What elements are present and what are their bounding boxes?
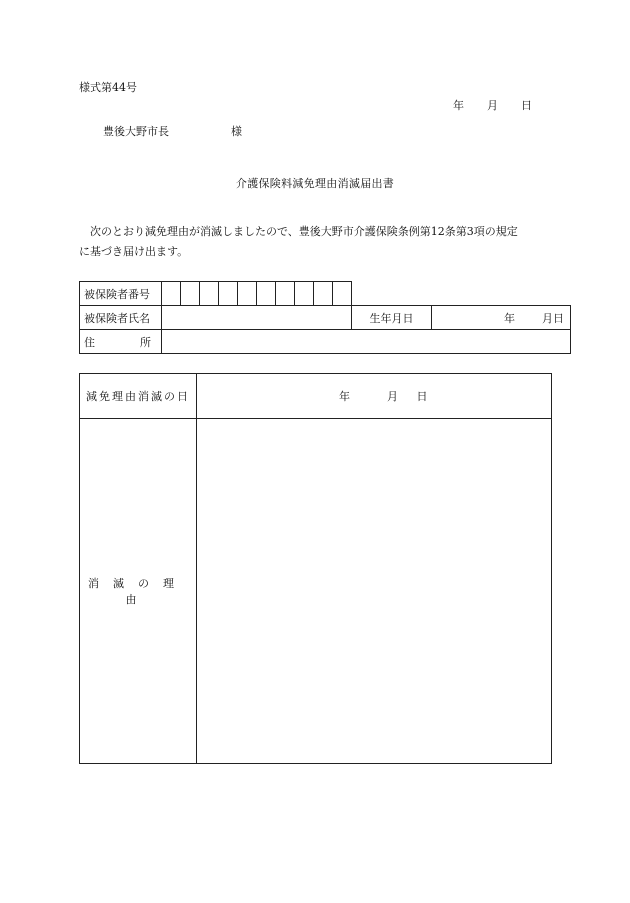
reason-label: 消滅の理由 bbox=[80, 419, 197, 764]
document-title: 介護保険料減免理由消滅届出書 bbox=[235, 177, 395, 190]
insured-number-digit-1[interactable] bbox=[162, 282, 181, 306]
date-day-label: 日 bbox=[521, 99, 532, 112]
birth-day-label: 日 bbox=[553, 311, 564, 325]
birth-date-field[interactable] bbox=[432, 306, 571, 330]
insured-number-digit-4[interactable] bbox=[219, 282, 238, 306]
body-line-1: 次のとおり減免理由が消滅しましたので、豊後大野市介護保険条例第12条第3項の規定 bbox=[90, 225, 518, 238]
insured-number-digit-8[interactable] bbox=[295, 282, 314, 306]
birth-date-label: 生年月日 bbox=[352, 306, 432, 330]
insured-name-field[interactable] bbox=[162, 306, 352, 330]
extinction-month-label: 月 bbox=[387, 390, 398, 403]
date-year-label: 年 bbox=[453, 99, 464, 112]
reason-table bbox=[79, 373, 552, 764]
body-text bbox=[79, 222, 553, 262]
insured-number-digit-9[interactable] bbox=[314, 282, 333, 306]
honorific: 様 bbox=[231, 125, 242, 138]
body-line-2: に基づき届け出ます。 bbox=[79, 245, 189, 258]
address-label-char-2: 所 bbox=[140, 335, 151, 349]
extinction-year-label: 年 bbox=[339, 390, 350, 403]
addressee-name: 豊後大野市長 bbox=[103, 125, 169, 138]
insured-number-digit-7[interactable] bbox=[276, 282, 295, 306]
insured-name-label: 被保険者氏名 bbox=[80, 306, 162, 330]
insured-number-digit-5[interactable] bbox=[238, 282, 257, 306]
date-month-label: 月 bbox=[487, 99, 498, 112]
reason-field[interactable] bbox=[197, 419, 552, 764]
extinction-date-label: 減免理由消滅の日 bbox=[80, 374, 197, 419]
insured-number-label: 被保険者番号 bbox=[80, 282, 162, 306]
addressee bbox=[103, 125, 242, 139]
address-field[interactable] bbox=[162, 330, 571, 354]
extinction-day-label: 日 bbox=[416, 390, 428, 403]
submission-date bbox=[453, 99, 532, 113]
insured-number-digit-6[interactable] bbox=[257, 282, 276, 306]
birth-month-label: 月 bbox=[542, 311, 553, 325]
birth-year-label: 年 bbox=[504, 311, 515, 325]
insured-number-digit-10[interactable] bbox=[333, 282, 352, 306]
insured-number-digit-3[interactable] bbox=[200, 282, 219, 306]
address-label-char-1: 住 bbox=[84, 335, 95, 349]
insured-number-digit-2[interactable] bbox=[181, 282, 200, 306]
extinction-date-field[interactable] bbox=[197, 374, 552, 419]
insured-person-table bbox=[79, 281, 571, 354]
form-number: 様式第44号 bbox=[79, 81, 137, 94]
address-label bbox=[80, 330, 162, 354]
